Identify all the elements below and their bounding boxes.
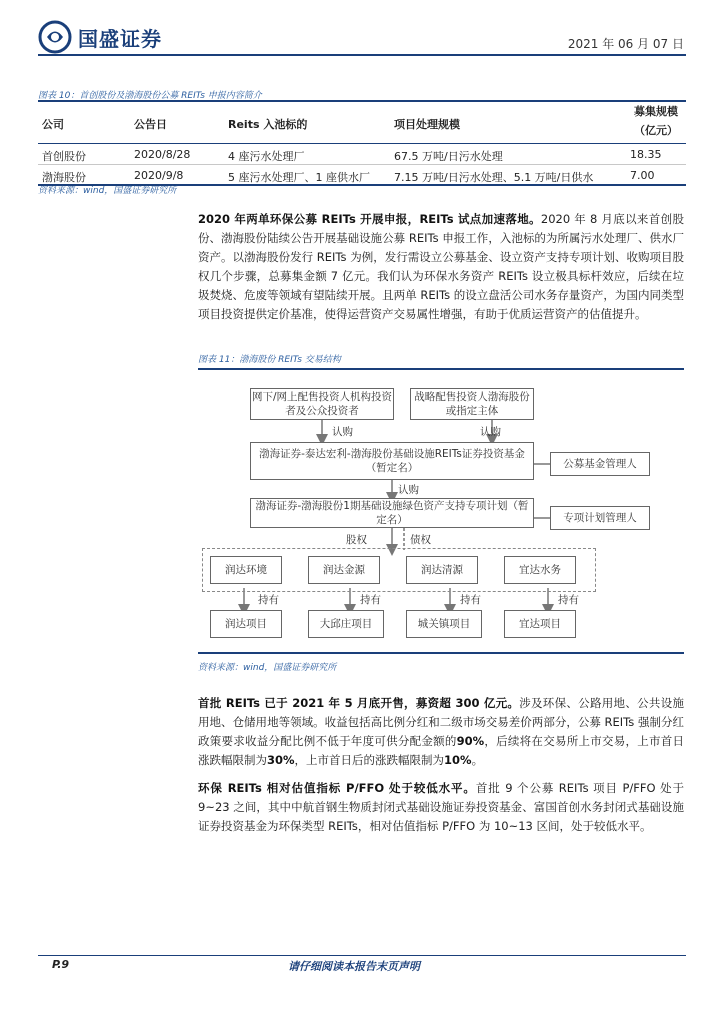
header-divider [38, 54, 686, 56]
footer-divider [38, 955, 686, 956]
paragraph-body: 涉及环保、公路用地、公共设施用地、仓储用地等领域。收益包括高比例分红和二级市场交易差价两部分，公募 REITs 强制分红政策要求收益分配比例不低于年度可供分配金额的 [198, 696, 684, 748]
hold-label: 持有 [258, 594, 279, 606]
project-box: 润达项目 [210, 610, 282, 638]
equity-label: 股权 [346, 534, 367, 546]
abs-plan-box: 渤海证券-渤海股份1期基础设施绿色资产支持专项计划（暂定名） [250, 498, 534, 528]
project-box: 城关镇项目 [406, 610, 482, 638]
project-box: 宜达项目 [504, 610, 576, 638]
hold-label: 持有 [360, 594, 381, 606]
table-source: 资料来源：wind，国盛证券研究所 [38, 186, 177, 196]
brand-name: 国盛证券 [78, 26, 162, 51]
cell-assets: 5 座污水处理厂、1 座供水厂 [228, 171, 370, 184]
hold-label: 持有 [558, 594, 579, 606]
cell-company: 首创股份 [42, 150, 86, 163]
reits-structure-diagram [198, 368, 684, 654]
paragraph-lead: 2020 年两单环保公募 REITs 开展申报，REITs 试点加速落地。 [198, 212, 541, 226]
fund-manager-box: 公募基金管理人 [550, 452, 650, 476]
col-scale: 项目处理规模 [394, 118, 460, 131]
cell-date: 2020/8/28 [134, 148, 191, 161]
company-box: 润达金源 [308, 556, 380, 584]
cell-assets: 4 座污水处理厂 [228, 150, 305, 163]
col-assets: Reits 入池标的 [228, 118, 308, 131]
company-box: 润达清源 [406, 556, 478, 584]
public-fund-box: 渤海证券-泰达宏利-渤海股份基础设施REITs证券投资基金（暂定名） [250, 442, 534, 480]
paragraph-body: ，后续将在交易所上市交易，上市首日涨跌幅限制为 [198, 734, 684, 767]
table-header-row [38, 102, 686, 144]
paragraph-body: ，上市首日后的涨跌幅限制为 [294, 753, 445, 767]
public-investors-box: 网下/网上配售投资人机构投资者及公众投资者 [250, 388, 394, 420]
footer-disclaimer: 请仔细阅读本报告末页声明 [288, 960, 420, 973]
page-number: P.9 [52, 958, 70, 971]
subscribe-label: 认购 [332, 426, 353, 438]
col-date: 公告日 [134, 118, 167, 131]
table-caption: 图表 10：首创股份及渤海股份公募 REITs 申报内容简介 [38, 91, 262, 101]
paragraph-valuation [198, 779, 684, 836]
cell-fund-size: 18.35 [630, 148, 662, 161]
cell-scale: 67.5 万吨/日污水处理 [394, 150, 503, 163]
paragraph-first-batch [198, 694, 684, 770]
payout-ratio: 90% [456, 734, 485, 748]
first-day-limit: 30% [267, 753, 295, 767]
subscribe-label: 认购 [480, 426, 501, 438]
paragraph-body: 首批 9 个公募 REITs 项目 P/FFO 处于 9~23 之间，其中中航首钢生物质封闭式基础设施证券投资基金、富国首创水务封闭式基础设施证券投资基金为环保类型 REITs，相对估值指标 P/FFO 为 10~13 区间，处于较低水平。 [198, 781, 685, 833]
debt-label: 债权 [410, 534, 431, 546]
company-box: 润达环境 [210, 556, 282, 584]
col-company: 公司 [42, 118, 64, 131]
paragraph-lead: 环保 REITs 相对估值指标 P/FFO 处于较低水平。 [198, 781, 476, 795]
paragraph-body: 。 [471, 753, 484, 767]
figure-caption: 图表 11：渤海股份 REITs 交易结构 [198, 355, 341, 365]
hold-label: 持有 [460, 594, 481, 606]
reits-table [38, 100, 686, 186]
col-fund-size: 募集规模（亿元） [634, 105, 678, 137]
report-date: 2021 年 06 月 07 日 [567, 37, 684, 51]
brand-logo [38, 20, 162, 54]
daily-limit: 10% [444, 753, 472, 767]
table-row [38, 144, 686, 165]
cell-date: 2020/9/8 [134, 169, 184, 182]
project-box: 大邱庄项目 [308, 610, 384, 638]
cell-fund-size: 7.00 [630, 169, 655, 182]
subscribe-label: 认购 [398, 484, 419, 496]
plan-manager-box: 专项计划管理人 [550, 506, 650, 530]
paragraph-lead: 首批 REITs 已于 2021 年 5 月底开售，募资超 300 亿元。 [198, 696, 520, 710]
paragraph-reits-launch [198, 210, 684, 324]
paragraph-body: 2020 年 8 月底以来首创股份、渤海股份陆续公告开展基础设施公募 REITs 申报工作，入池标的为所属污水处理厂、供水厂资产。以渤海股份发行 REITs 为例，发行需设立公募基金、设立资产支持专项计划、收购项目股权几个步骤，总募集金额 7 亿元。我们认为环保水务资产 REITs 设立极具标杆效应，后续在垃圾焚烧、危废等领域有望陆续开展。且两单 REITs 的设立盘活公司水务存量资产，为国内同类型项目投资提供定价基准，使得运营资产交易属性增强，有助于优质运营资产的估值提升。 [198, 212, 684, 321]
brand-logo-icon [38, 20, 72, 54]
cell-scale: 7.15 万吨/日污水处理、5.1 万吨/日供水 [394, 171, 594, 184]
figure-source: 资料来源：wind，国盛证券研究所 [198, 663, 337, 673]
company-box: 宜达水务 [504, 556, 576, 584]
cell-company: 渤海股份 [42, 171, 86, 184]
strategic-investors-box: 战略配售投资人渤海股份或指定主体 [410, 388, 534, 420]
